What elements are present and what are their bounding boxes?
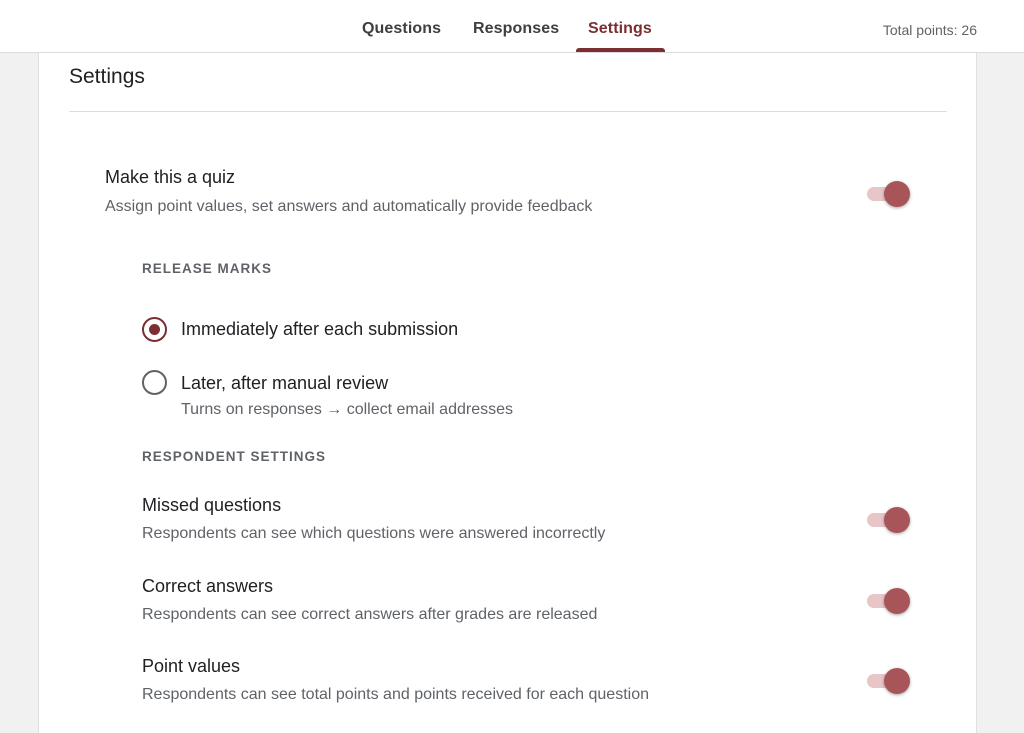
toggle-knob — [884, 668, 910, 694]
settings-title: Settings — [69, 65, 145, 88]
release-later-label[interactable]: Later, after manual review — [181, 373, 389, 393]
correct-answers-toggle[interactable] — [864, 585, 914, 615]
point-values-description: Respondents can see total points and points received for each question — [142, 686, 649, 703]
correct-answers-title: Correct answers — [142, 576, 274, 596]
tab-questions[interactable]: Questions — [362, 20, 442, 37]
title-divider — [69, 111, 947, 112]
release-immediately-radio[interactable] — [142, 317, 167, 342]
point-values-title: Point values — [142, 656, 241, 676]
quiz-setting-description: Assign point values, set answers and automatically provide feedback — [105, 198, 593, 215]
total-points-label: Total points: 26 — [882, 22, 977, 38]
tab-responses[interactable]: Responses — [473, 20, 560, 37]
quiz-setting-title: Make this a quiz — [105, 167, 236, 187]
toggle-knob — [884, 507, 910, 533]
missed-questions-description: Respondents can see which questions were answered incorrectly — [142, 525, 606, 542]
release-marks-label: RELEASE MARKS — [142, 261, 273, 276]
tab-settings[interactable]: Settings — [588, 20, 652, 37]
release-later-hint: Turns on responses → collect email addresses — [181, 401, 513, 418]
active-tab-indicator — [576, 48, 665, 52]
tab-bar — [0, 0, 1024, 53]
correct-answers-description: Respondents can see correct answers after grades are released — [142, 606, 598, 623]
missed-questions-title: Missed questions — [142, 495, 282, 515]
respondent-settings-label: RESPONDENT SETTINGS — [142, 449, 327, 464]
toggle-knob — [884, 588, 910, 614]
point-values-toggle[interactable] — [864, 665, 914, 695]
top-bar — [0, 0, 1024, 53]
release-immediately-label[interactable]: Immediately after each submission — [181, 319, 459, 339]
missed-questions-toggle[interactable] — [864, 504, 914, 534]
release-later-radio[interactable] — [142, 370, 167, 395]
settings-card — [38, 53, 977, 733]
toggle-knob — [884, 181, 910, 207]
quiz-toggle[interactable] — [864, 178, 914, 208]
